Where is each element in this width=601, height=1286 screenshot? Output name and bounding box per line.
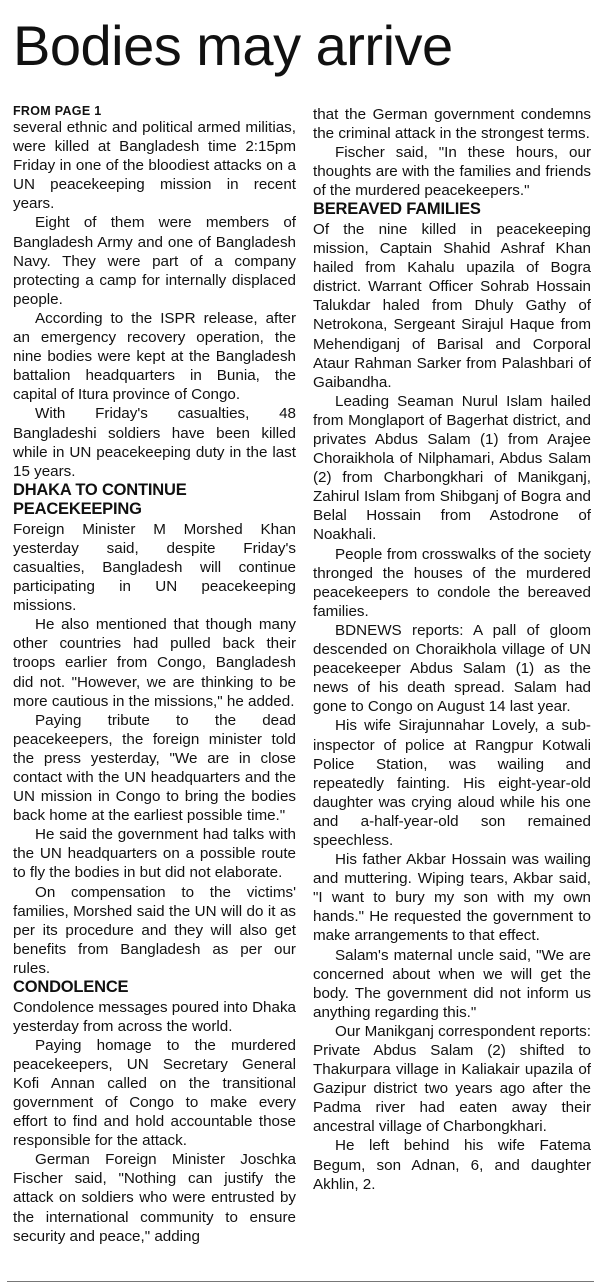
paragraph: His wife Sirajunnahar Lovely, a sub-inspector of police at Rangpur Kotwali Police Station, was wailing and repeatedly fainting. His eight-year-old daughter was crying aloud while his one and a-half-year-old son remained speechless. xyxy=(313,717,591,849)
paragraph: With Friday's casualties, 48 Bangladeshi soldiers have been killed while in UN peacekeeping duty in the last 15 years. xyxy=(13,405,296,480)
paragraph: German Foreign Minister Joschka Fischer said, "Nothing can justify the attack on soldiers who were entrusted by the international community to ensure security and peace," adding xyxy=(13,1151,296,1245)
paragraph: His father Akbar Hossain was wailing and muttering. Wiping tears, Akbar said, "I want to bury my son with my own hands." He requested the government to make arrangements to that effect. xyxy=(313,851,591,945)
paragraph: Eight of them were members of Bangladesh Army and one of Bangladesh Navy. They were part of a company protecting a camp for internally displaced people. xyxy=(13,214,296,308)
paragraph: Of the nine killed in peacekeeping mission, Captain Shahid Ashraf Khan hailed from Kahalu upazila of Bogra district. Warrant Officer Sohrab Hossain Talukdar haled from Dhuly Gathy of Netrokona, Sergeant Sirajul Haque from Mehendiganj of Barisal and Corporal Ataur Rahman Sarker from Palashbari of Gaibandha. xyxy=(313,220,591,391)
paragraph: He said the government had talks with the UN headquarters on a possible route to fly the bodies in but did not elaborate. xyxy=(13,826,296,882)
kicker: FROM PAGE 1 xyxy=(13,104,102,118)
left-column xyxy=(13,104,296,1246)
paragraph: Leading Seaman Nurul Islam hailed from Monglaport of Bagerhat district, and privates Abdus Salam (1) from Arajee Choraikhola of Nilphamari, Abdus Salam (2) from Charbongkhari of Manikganj, Zahirul Islam from Shibganj of Bogra and Belal Hossain from Astodrone of Noakhali. xyxy=(313,392,591,544)
paragraph: BDNEWS reports: A pall of gloom descended on Choraikhola village of UN peacekeeper Abdus Salam (1) as the news of his death spread. Salam had gone to Congo on August 14 last year. xyxy=(313,621,591,716)
paragraph: Paying tribute to the dead peacekeepers, the foreign minister told the press yesterday, "We are in close contact with the UN headquarters and the UN mission in Congo to bring the bodies back home at the earliest possible time." xyxy=(13,711,296,825)
headline: Bodies may arrive xyxy=(13,14,453,77)
paragraph: Condolence messages poured into Dhaka yesterday from across the world. xyxy=(13,998,296,1035)
paragraph: that the German government condemns the criminal attack in the strongest terms. xyxy=(313,106,591,143)
paragraph: Paying homage to the murdered peacekeepers, UN Secretary General Kofi Annan called on the transitional government of Congo to make every effort to find and hold accountable those responsible for the attack. xyxy=(13,1036,296,1150)
paragraph: People from crosswalks of the society thronged the houses of the murdered peacekeepers to condole the bereaved families. xyxy=(313,545,591,620)
paragraph: Our Manikganj correspondent reports: Private Abdus Salam (2) shifted to Thakurpara village in Kaliakair upazila of Gazipur district two years ago after the Padma river had eaten away their ancestral village of Charbongkhari. xyxy=(313,1022,591,1136)
section-subhead: BEREAVED FAMILIES xyxy=(313,200,481,219)
right-column xyxy=(313,105,591,1194)
right-column-body xyxy=(313,105,591,1194)
paragraph: On compensation to the victims' families, Morshed said the UN will do it as per its procedure and they will also get benefits from Bangladesh as per our rules. xyxy=(13,883,296,977)
left-column-body xyxy=(13,118,296,1246)
paragraph: Fischer said, "In these hours, our thoughts are with the families and friends of the murdered peacekeepers." xyxy=(313,144,591,200)
section-subhead: DHAKA TO CONTINUE PEACEKEEPING xyxy=(13,480,187,519)
paragraph: He also mentioned that though many other countries had pulled back their troops earlier from Congo, Bangladesh did not. "However, we are thinking to be more cautious in the missions," he added. xyxy=(13,616,296,710)
paragraph: several ethnic and political armed militias, were killed at Bangladesh time 2:15pm Friday in one of the bloodiest attacks on a UN peacekeeping mission in recent years. xyxy=(13,119,296,213)
bottom-divider xyxy=(7,1281,594,1282)
paragraph: Salam's maternal uncle said, "We are concerned about when we will get the body. The government did not inform us anything regarding this." xyxy=(313,946,591,1021)
section-subhead: CONDOLENCE xyxy=(13,978,129,997)
paragraph: According to the ISPR release, after an emergency recovery operation, the nine bodies were kept at the Bangladesh battalion headquarters in Bunia, the capital of Itura province of Congo. xyxy=(13,309,296,404)
paragraph: He left behind his wife Fatema Begum, son Adnan, 6, and daughter Akhlin, 2. xyxy=(313,1137,591,1193)
paragraph: Foreign Minister M Morshed Khan yesterday said, despite Friday's casualties, Bangladesh will continue participating in UN peacekeeping missions. xyxy=(13,520,296,615)
